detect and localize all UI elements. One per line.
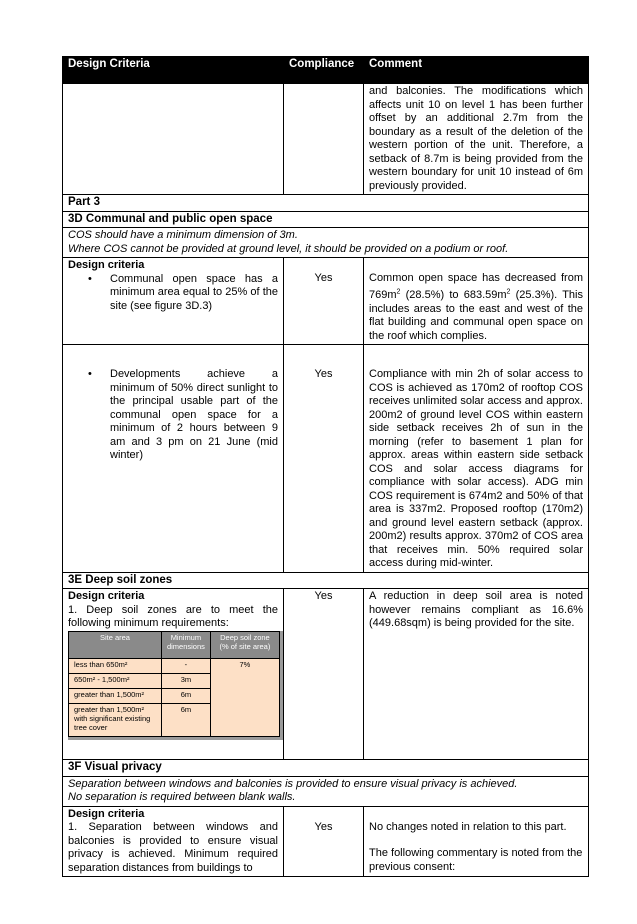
mini-header: Site area bbox=[69, 631, 162, 658]
mini-cell-dim: - bbox=[161, 658, 210, 673]
criteria-cell bbox=[63, 345, 284, 573]
section-title-3f: 3F Visual privacy bbox=[63, 760, 589, 777]
header-comment: Comment bbox=[364, 57, 589, 84]
comment-text: The following commentary is noted from the previous consent: bbox=[369, 847, 583, 873]
header-compliance: Compliance bbox=[284, 57, 364, 84]
note-line: Where COS cannot be provided at ground level, it should be provided on a podium or roof. bbox=[68, 242, 509, 255]
mini-cell-dim: 6m bbox=[161, 703, 210, 736]
compliance-value: Yes bbox=[314, 820, 333, 833]
criteria-label: Design criteria bbox=[68, 259, 145, 271]
table-row bbox=[63, 84, 589, 195]
comment-cell bbox=[364, 258, 589, 345]
table-row bbox=[63, 228, 589, 258]
criteria-list bbox=[68, 273, 278, 314]
mini-header: Deep soil zone (% of site area) bbox=[210, 631, 279, 658]
deep-soil-table-figure bbox=[68, 631, 283, 740]
table-row bbox=[63, 211, 589, 228]
section-note-3f bbox=[63, 776, 589, 806]
criteria-item: • Communal open space has a minimum area equal to 25% of the site (see figure 3D.3) bbox=[110, 273, 278, 314]
table-header-row bbox=[63, 57, 589, 84]
continued-comment: and balconies. The modifications which affects unit 10 on level 1 has been further offset by an additional 2.7m from the boundary as a result of the deletion of the western portion of the unit. Therefore, a setback of 8.7m is being provided from the western boundary for unit 10 instead of 6m previously provided. bbox=[364, 84, 589, 195]
mini-cell-pct: 7% bbox=[210, 658, 279, 736]
deep-soil-table bbox=[68, 631, 280, 737]
criteria-label: Design criteria bbox=[68, 807, 145, 820]
table-row bbox=[63, 572, 589, 589]
table-row bbox=[63, 345, 589, 573]
comment-text: Compliance with min 2h of solar access to COS is achieved as 170m2 of rooftop COS receives unlimited solar access and approx. 200m2 of ground level COS within eastern side setback receives 2h of sun in the morning (refer to basement 1 plan for approx. areas within eastern side setback COS and solar access diagrams for compliance with solar access). ADG min COS requirement is 674m2 and 50% of that area is 337m2. Proposed rooftop (170m2) and ground level eastern setback (approx. 200m2) results approx. 370m2 of COS area that receives min. 50% required solar access during mid-winter. bbox=[369, 368, 583, 570]
comment-cell bbox=[364, 806, 589, 877]
compliance-cell bbox=[284, 345, 364, 573]
empty-cell bbox=[284, 84, 364, 195]
empty-cell bbox=[63, 84, 284, 195]
criteria-list bbox=[68, 368, 278, 463]
mini-header: Minimum dimensions bbox=[161, 631, 210, 658]
mini-cell-dim: 6m bbox=[161, 688, 210, 703]
table-row bbox=[63, 776, 589, 806]
note-line: COS should have a minimum dimension of 3m. bbox=[68, 229, 298, 241]
design-criteria-table bbox=[62, 56, 589, 877]
section-note-3d bbox=[63, 228, 589, 258]
note-line: No separation is required between blank walls. bbox=[68, 791, 296, 804]
table-row bbox=[63, 258, 589, 345]
section-title-3d: 3D Communal and public open space bbox=[63, 211, 589, 228]
comment-text: No changes noted in relation to this part. bbox=[369, 820, 567, 833]
header-design-criteria: Design Criteria bbox=[63, 57, 284, 84]
criteria-cell bbox=[63, 589, 284, 760]
compliance-cell bbox=[284, 806, 364, 877]
mini-cell-area: less than 650m² bbox=[69, 658, 162, 673]
mini-cell-dim: 3m bbox=[161, 673, 210, 688]
comment-text: Common open space has decreased from $769m^2$ (28.5%) to $683.59m^2$ (25.3%). This includes areas to the east and west of the flat building and communal open space on the roof which complies. bbox=[369, 272, 583, 342]
compliance-cell bbox=[284, 258, 364, 345]
criteria-text: 1. Separation between windows and balconies is provided to ensure visual privacy is achieved. Minimum required separation distances from buildings to bbox=[68, 821, 278, 874]
section-title-3e: 3E Deep soil zones bbox=[63, 572, 589, 589]
comment-cell: A reduction in deep soil area is noted however remains compliant as 16.6% (449.68sqm) is being provided for the site. bbox=[364, 589, 589, 760]
mini-cell-area: 650m² - 1,500m² bbox=[69, 673, 162, 688]
criteria-cell bbox=[63, 806, 284, 877]
compliance-value: Yes bbox=[314, 272, 333, 284]
mini-cell-area: greater than 1,500m² with significant existing tree cover bbox=[69, 703, 162, 736]
table-row bbox=[63, 589, 589, 760]
table-row bbox=[63, 760, 589, 777]
criteria-text: 1. Deep soil zones are to meet the following minimum requirements: bbox=[68, 603, 278, 630]
table-row bbox=[63, 195, 589, 212]
table-row bbox=[63, 806, 589, 877]
criteria-cell bbox=[63, 258, 284, 345]
note-line: Separation between windows and balconies is provided to ensure visual privacy is achieved. bbox=[68, 777, 518, 790]
compliance-cell: Yes bbox=[284, 589, 364, 760]
mini-cell-area: greater than 1,500m² bbox=[69, 688, 162, 703]
compliance-value: Yes bbox=[314, 368, 333, 381]
comment-cell bbox=[364, 345, 589, 573]
criteria-label: Design criteria bbox=[68, 590, 145, 603]
criteria-item: • Developments achieve a minimum of 50% direct sunlight to the principal usable part of the communal open space for a minimum of 2 hours between 9 am and 3 pm on 21 June (mid winter) bbox=[110, 368, 278, 463]
part-heading: Part 3 bbox=[63, 195, 589, 212]
